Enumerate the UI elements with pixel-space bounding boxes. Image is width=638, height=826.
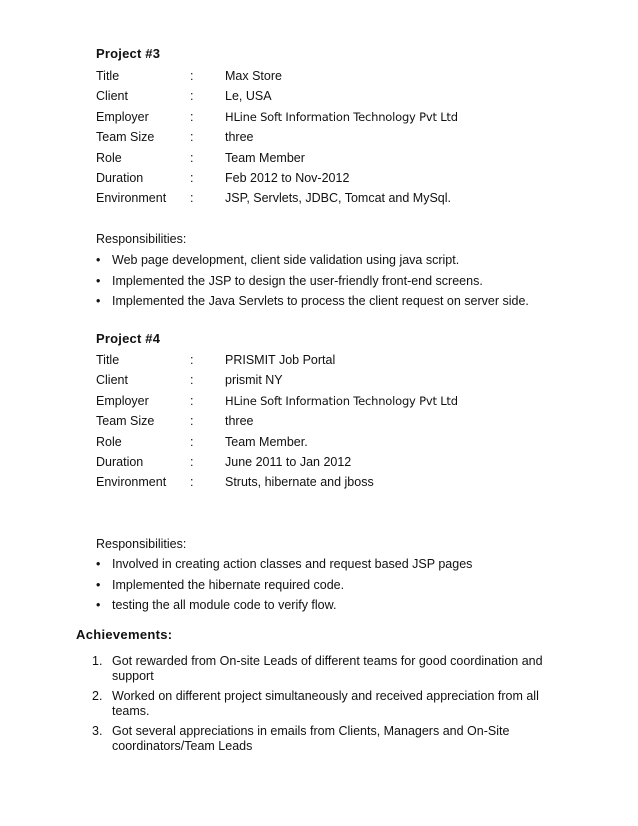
detail-row-duration	[96, 452, 576, 472]
bullet-icon: •	[96, 577, 101, 592]
list-item-text: Implemented the JSP to design the user-friendly front-end screens.	[112, 273, 483, 288]
list-item	[92, 724, 562, 754]
detail-value: HLine Soft Information Technology Pvt Ltd	[225, 393, 458, 408]
detail-key: Employer	[96, 109, 149, 124]
project-title: Project #4	[96, 331, 161, 346]
detail-row-employer	[96, 107, 576, 127]
detail-row-title	[96, 350, 576, 370]
detail-key: Duration	[96, 454, 144, 469]
detail-value: prismit NY	[225, 373, 283, 388]
list-item	[96, 250, 576, 271]
detail-sep: :	[190, 475, 194, 490]
detail-key: Role	[96, 150, 122, 165]
detail-sep: :	[190, 130, 194, 145]
list-item	[96, 271, 576, 292]
detail-key: Title	[96, 69, 120, 83]
detail-key: Team Size	[96, 130, 155, 145]
project-3-bullets	[96, 250, 576, 312]
detail-value: JSP, Servlets, JDBC, Tomcat and MySql.	[225, 191, 452, 206]
detail-sep: :	[190, 353, 194, 367]
detail-key: Employer	[96, 393, 149, 408]
detail-row-duration	[96, 168, 576, 188]
detail-row-client	[96, 86, 576, 106]
detail-key: Team Size	[96, 414, 155, 429]
detail-row-employer	[96, 391, 576, 411]
project-title: Project #3	[96, 46, 161, 61]
achievements-heading: Achievements:	[76, 627, 173, 642]
detail-key: Environment	[96, 191, 167, 206]
list-item-number: 1.	[92, 654, 103, 668]
list-item-text: Involved in creating action classes and request based JSP pages	[112, 557, 473, 571]
detail-sep: :	[190, 109, 194, 124]
list-item	[96, 575, 576, 596]
detail-value: Max Store	[225, 69, 282, 83]
list-item-text: testing the all module code to verify flow.	[112, 598, 337, 612]
project-3-heading	[96, 46, 576, 66]
list-item	[96, 554, 576, 575]
project-4-responsibilities	[96, 534, 576, 554]
detail-row-client	[96, 370, 576, 390]
detail-row-title	[96, 66, 576, 86]
list-item	[96, 595, 576, 616]
responsibilities-heading: Responsibilities:	[96, 232, 187, 246]
detail-row-role	[96, 432, 576, 452]
achievements-list	[92, 654, 562, 759]
detail-sep: :	[190, 150, 194, 165]
detail-sep: :	[190, 69, 194, 83]
detail-key: Duration	[96, 170, 144, 185]
bullet-icon: •	[96, 253, 101, 267]
list-item	[92, 654, 562, 684]
project-4-heading	[96, 331, 576, 351]
bullet-icon: •	[96, 598, 101, 612]
detail-sep: :	[190, 414, 194, 429]
detail-sep: :	[190, 454, 194, 469]
detail-value: PRISMIT Job Portal	[225, 353, 336, 367]
detail-row-team-size	[96, 127, 576, 147]
list-item	[96, 291, 576, 312]
list-item-number: 3.	[92, 724, 103, 738]
list-item-text: Got several appreciations in emails from Clients, Managers and On-Site coordinators/Team Leads	[112, 724, 510, 753]
responsibilities-heading: Responsibilities:	[96, 537, 187, 551]
project-3-details	[96, 66, 576, 209]
detail-sep: :	[190, 191, 194, 206]
detail-sep: :	[190, 393, 194, 408]
detail-value: HLine Soft Information Technology Pvt Ltd	[225, 109, 458, 124]
detail-sep: :	[190, 373, 194, 388]
detail-value: three	[225, 130, 254, 145]
project-3-responsibilities	[96, 229, 576, 249]
bullet-icon: •	[96, 294, 101, 308]
list-item	[92, 689, 562, 719]
bullet-icon: •	[96, 557, 101, 571]
detail-key: Role	[96, 434, 122, 449]
detail-key: Client	[96, 373, 128, 388]
detail-key: Environment	[96, 475, 167, 490]
detail-sep: :	[190, 89, 194, 104]
detail-sep: :	[190, 434, 194, 449]
detail-value: Struts, hibernate and jboss	[225, 475, 374, 490]
detail-sep: :	[190, 170, 194, 185]
detail-row-environment	[96, 472, 576, 492]
detail-key: Client	[96, 89, 128, 104]
detail-value: Team Member.	[225, 434, 308, 449]
detail-row-team-size	[96, 411, 576, 431]
list-item-number: 2.	[92, 689, 103, 703]
detail-row-environment	[96, 188, 576, 208]
list-item-text: Got rewarded from On-site Leads of different teams for good coordination and support	[112, 654, 543, 683]
detail-value: Feb 2012 to Nov-2012	[225, 170, 350, 185]
detail-value: Le, USA	[225, 89, 272, 104]
list-item-text: Implemented the hibernate required code.	[112, 577, 345, 592]
project-4-details	[96, 350, 576, 493]
detail-row-role	[96, 148, 576, 168]
list-item-text: Web page development, client side validation using java script.	[112, 253, 460, 267]
list-item-text: Worked on different project simultaneously and received appreciation from all teams.	[112, 689, 539, 718]
detail-value: three	[225, 414, 254, 429]
project-4-bullets	[96, 554, 576, 616]
detail-value: June 2011 to Jan 2012	[225, 454, 352, 469]
detail-key: Title	[96, 353, 120, 367]
detail-value: Team Member	[225, 150, 305, 165]
list-item-text: Implemented the Java Servlets to process the client request on server side.	[112, 294, 529, 308]
bullet-icon: •	[96, 273, 101, 288]
